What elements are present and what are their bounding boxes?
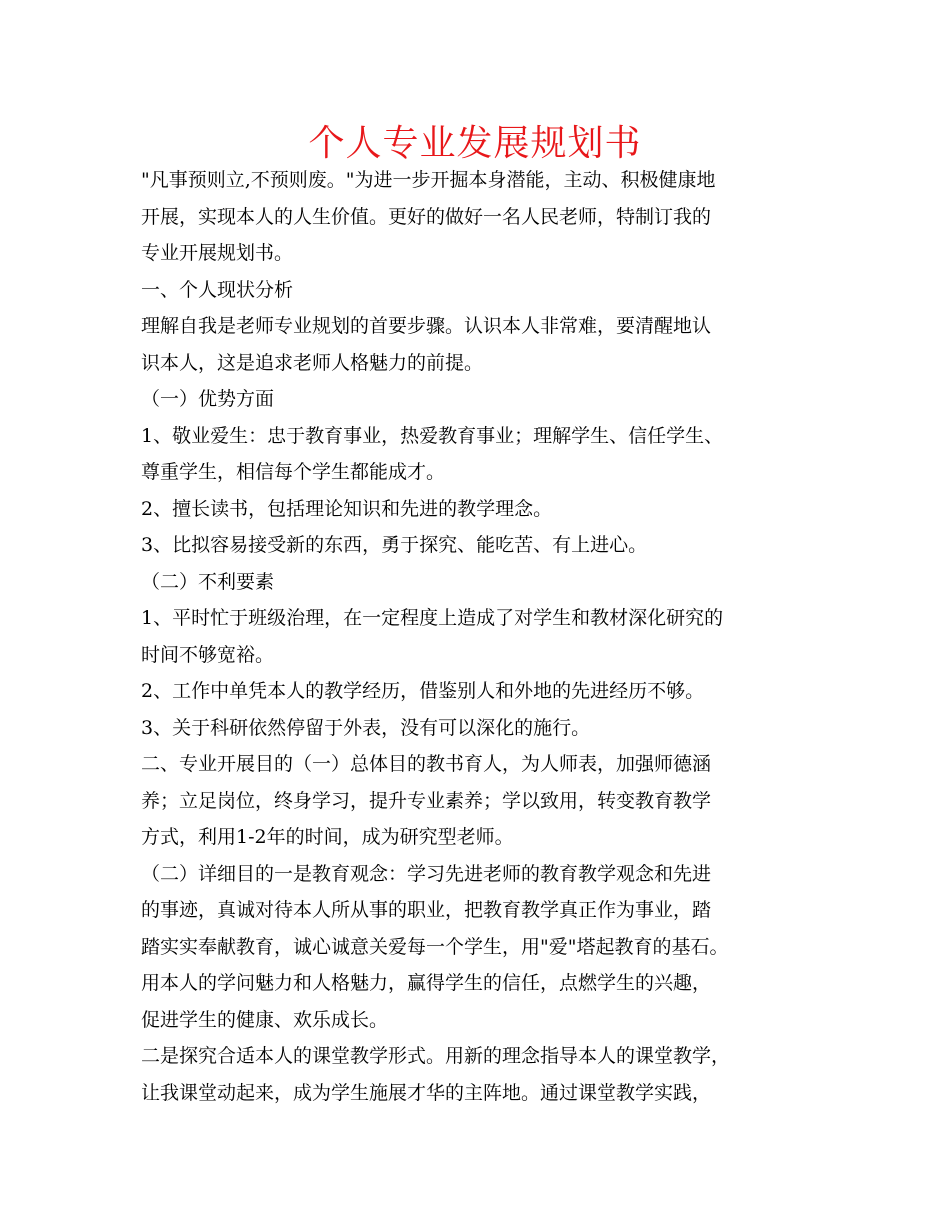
- text-line: 识本人，这是追求老师人格魅力的前提。: [141, 351, 484, 374]
- text-line: 2、工作中单凭本人的教学经历，借鉴别人和外地的先进经历不够。: [141, 680, 705, 702]
- text-line: 1、敬业爱生：忠于教育事业，热爱教育事业；理解学生、信任学生、: [141, 424, 724, 447]
- text-line: 3、比拟容易接受新的东西，勇于探究、能吃苦、有上进心。: [141, 534, 648, 556]
- text-line: 3、关于科研依然停留于外表，没有可以深化的施行。: [141, 716, 591, 739]
- text-line: 养；立足岗位，终身学习，提升专业素养；学以致用，转变教育教学: [141, 789, 712, 812]
- text-line: 时间不够宽裕。: [141, 643, 275, 666]
- document-title: 个人专业发展规划书: [308, 123, 642, 164]
- text-line: 尊重学生，相信每个学生都能成才。: [141, 461, 446, 483]
- text-line: 一、个人现状分析: [141, 278, 294, 301]
- document-body: [141, 162, 831, 1111]
- text-line: （一）优势方面: [141, 388, 275, 410]
- text-line: （二）不利要素: [141, 570, 275, 593]
- text-line: 二是探究合适本人的课堂教学形式。用新的理念指导本人的课堂教学，: [141, 1045, 731, 1067]
- text-line: 促进学生的健康、欢乐成长。: [141, 1008, 389, 1031]
- text-line: 用本人的学问魅力和人格魅力，赢得学生的信任，点燃学生的兴趣，: [141, 972, 712, 994]
- text-line: （二）详细目的一是教育观念：学习先进老师的教育教学观念和先进: [141, 862, 712, 885]
- text-line: 2、擅长读书，包括理论知识和先进的教学理念。: [141, 497, 553, 520]
- text-line: 1、平时忙于班级治理，在一定程度上造成了对学生和教材深化研究的: [141, 607, 724, 629]
- text-line: 开展，实现本人的人生价值。更好的做好一名人民老师，特制订我的: [141, 205, 712, 228]
- text-line: 踏实实奉献教育，诚心诚意关爱每一个学生，用"爱"塔起教育的基石。: [141, 935, 729, 958]
- text-line: 理解自我是老师专业规划的首要步骤。认识本人非常难，要清醒地认: [141, 315, 712, 337]
- text-line: 让我课堂动起来，成为学生施展才华的主阵地。通过课堂教学实践，: [141, 1081, 712, 1104]
- text-line: 方式，利用1-2年的时间，成为研究型老师。: [141, 826, 514, 848]
- text-line: 的事迹，真诚对待本人所从事的职业，把教育教学真正作为事业，踏: [141, 899, 712, 921]
- text-line: 二、专业开展目的（一）总体目的教书育人，为人师表，加强师德涵: [141, 753, 712, 775]
- text-line: 专业开展规划书。: [141, 242, 294, 264]
- text-line: "凡事预则立,不预则废。"为进一步开掘本身潜能，主动、积极健康地: [141, 169, 716, 191]
